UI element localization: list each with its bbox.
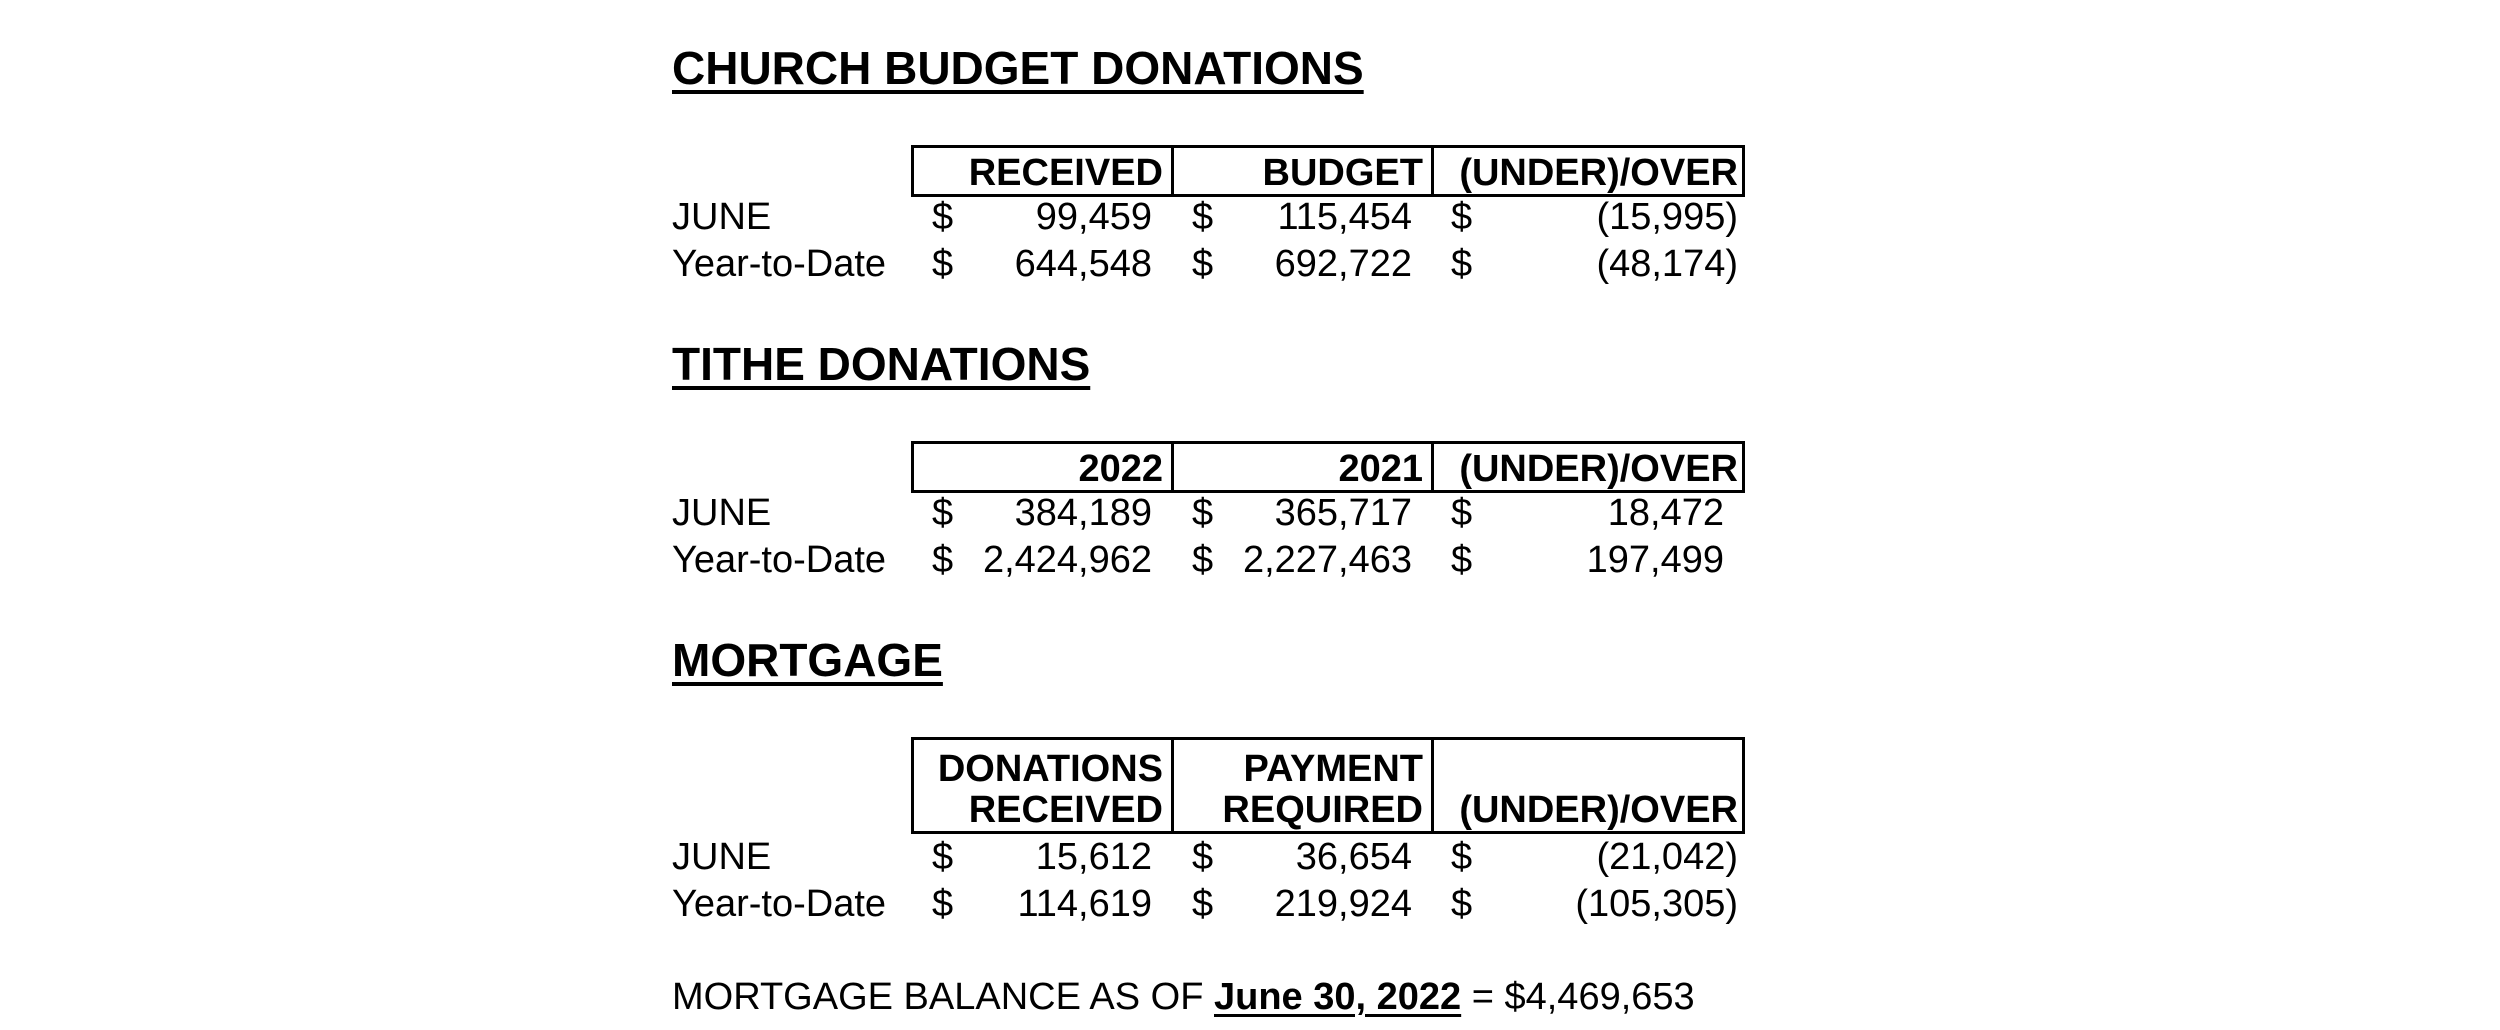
currency-symbol: $	[932, 883, 954, 925]
header-line: PAYMENT	[1243, 748, 1423, 790]
table-row	[0, 241, 2500, 287]
currency-symbol: $	[1451, 883, 1473, 925]
row-label: Year-to-Date	[672, 539, 887, 581]
header-payment-required	[1174, 740, 1434, 831]
under-over-value: 197,499	[1586, 539, 1724, 581]
payment-required-value: 219,924	[1274, 883, 1412, 925]
table-row	[0, 194, 2500, 240]
currency-symbol: $	[1451, 492, 1473, 534]
header-under-over: (UNDER)/OVER	[1459, 448, 1738, 490]
under-over-value: (48,174)	[1596, 243, 1738, 285]
header-line: REQUIRED	[1222, 789, 1423, 831]
header-donations-received	[914, 740, 1174, 831]
header-line: DONATIONS	[937, 748, 1163, 790]
under-over-value: (21,042)	[1596, 836, 1738, 878]
under-over-value: (15,995)	[1596, 196, 1738, 238]
value-2022: 384,189	[1014, 492, 1152, 534]
mortgage-title: MORTGAGE	[672, 634, 943, 686]
currency-symbol: $	[932, 243, 954, 285]
tithe-donations-title: TITHE DONATIONS	[672, 338, 1091, 390]
currency-symbol: $	[1451, 196, 1473, 238]
under-over-value: (105,305)	[1575, 883, 1738, 925]
row-label: JUNE	[672, 836, 772, 878]
header-budget: BUDGET	[1174, 148, 1434, 194]
received-value: 99,459	[1035, 196, 1152, 238]
row-label: Year-to-Date	[672, 243, 887, 285]
currency-symbol: $	[1451, 243, 1473, 285]
table-row	[0, 881, 2500, 927]
received-value: 644,548	[1014, 243, 1152, 285]
currency-symbol: $	[1192, 243, 1214, 285]
header-line: (UNDER)/OVER	[1459, 789, 1738, 831]
header-2022: 2022	[914, 444, 1174, 490]
currency-symbol: $	[1192, 883, 1214, 925]
currency-symbol: $	[1192, 836, 1214, 878]
currency-symbol: $	[1192, 539, 1214, 581]
balance-date: June 30, 2022	[1214, 976, 1462, 1018]
currency-symbol: $	[932, 492, 954, 534]
payment-required-value: 36,654	[1295, 836, 1412, 878]
donations-received-value: 15,612	[1035, 836, 1152, 878]
row-label: JUNE	[672, 492, 772, 534]
header-line: RECEIVED	[968, 789, 1163, 831]
value-2022: 2,424,962	[982, 539, 1152, 581]
currency-symbol: $	[1192, 196, 1214, 238]
mortgage-header	[911, 737, 1745, 834]
table-row	[0, 834, 2500, 880]
balance-prefix: MORTGAGE BALANCE AS OF	[672, 976, 1204, 1018]
row-label: JUNE	[672, 196, 772, 238]
church-budget-title: CHURCH BUDGET DONATIONS	[672, 42, 1364, 94]
tithe-header	[911, 441, 1745, 493]
currency-symbol: $	[1451, 539, 1473, 581]
currency-symbol: $	[932, 836, 954, 878]
currency-symbol: $	[1192, 492, 1214, 534]
currency-symbol: $	[932, 196, 954, 238]
under-over-value: 18,472	[1607, 492, 1724, 534]
value-2021: 2,227,463	[1242, 539, 1412, 581]
value-2021: 365,717	[1274, 492, 1412, 534]
budget-value: 692,722	[1274, 243, 1412, 285]
budget-value: 115,454	[1277, 196, 1412, 238]
row-label: Year-to-Date	[672, 883, 887, 925]
balance-amount: = $4,469,653	[1471, 976, 1695, 1018]
currency-symbol: $	[932, 539, 954, 581]
currency-symbol: $	[1451, 836, 1473, 878]
header-under-over	[1434, 740, 1742, 831]
church-budget-header	[911, 145, 1745, 197]
table-row	[0, 537, 2500, 583]
table-row	[0, 490, 2500, 536]
mortgage-balance	[672, 974, 1695, 1020]
header-received: RECEIVED	[914, 148, 1174, 194]
header-under-over: (UNDER)/OVER	[1459, 152, 1738, 194]
donations-received-value: 114,619	[1017, 883, 1152, 925]
header-2021: 2021	[1174, 444, 1434, 490]
